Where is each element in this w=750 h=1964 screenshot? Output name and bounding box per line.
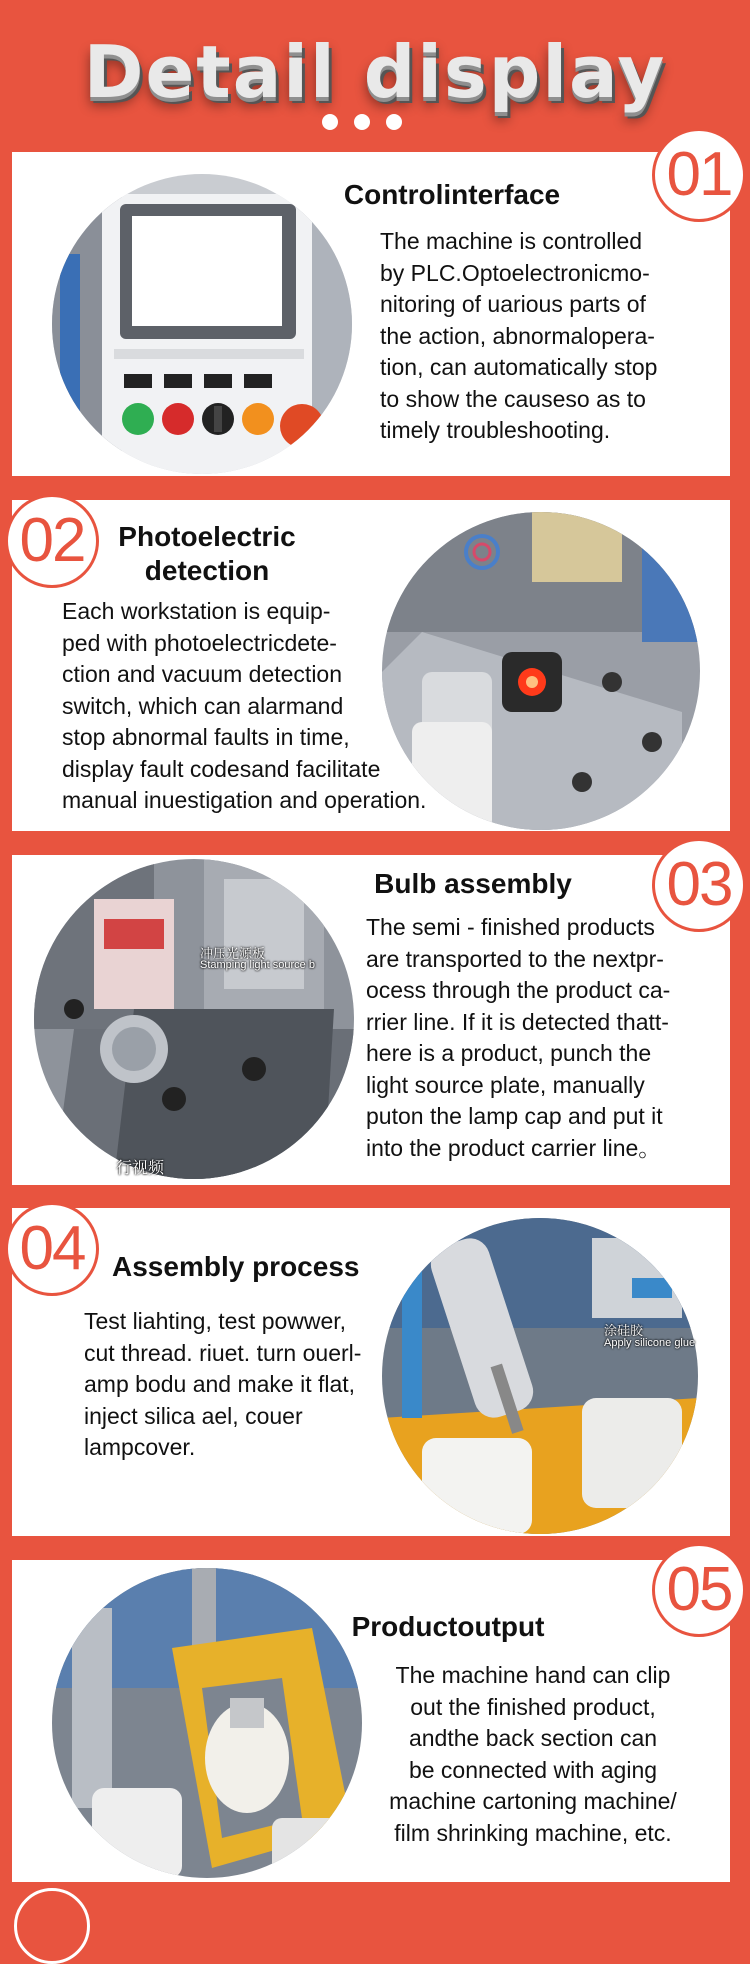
section-title: Assembly process	[112, 1251, 360, 1282]
stamping-station-photo	[34, 859, 354, 1179]
dot-3	[386, 114, 402, 130]
section-title-line-2: detection	[144, 555, 270, 586]
section-card-product-output	[12, 1560, 730, 1882]
control-panel-icon	[52, 174, 352, 474]
description-line: amp bodu and make it flat,	[84, 1371, 356, 1397]
description-line: be connected with aging	[408, 1756, 658, 1783]
video-overlay-caption-en: Stamping light source b	[200, 959, 315, 971]
section-title: Bulb assembly	[374, 868, 572, 899]
section-number-badge: 05	[652, 1543, 746, 1637]
video-overlay-caption-en: Apply silicone glue	[604, 1337, 696, 1349]
description-line: lampcover.	[84, 1434, 196, 1460]
description-line: inject silica ael, couer	[84, 1402, 303, 1429]
section-title-line-1: Photoelectric	[118, 521, 296, 552]
section-description: The machine is controlled by PLC.Optoelectronicmo- nitoring of uarious parts of the action, abnormalopera- tion, can automatically stop to show the causeso as to timely troubleshooting.	[380, 228, 658, 443]
section-description: The semi - finished products are transported to the nextpr- ocess through the product ca- rrier line. If it is detected thatt- here is a product, punch the light source plate, manually puton the lamp cap and put it into the product carrier line。	[366, 914, 671, 1161]
video-overlay-caption-cn: 涂硅胶	[604, 1323, 644, 1338]
section-title: Controlinterface	[343, 179, 561, 210]
glue-dispenser-photo	[382, 1218, 698, 1534]
description-line: machine cartoning machine/	[389, 1788, 677, 1814]
section-description	[84, 1306, 414, 1464]
section-description: Each workstation is equip- ped with photoelectricdete- ction and vacuum detection switch, which can alarmand stop abnormal faults in time, display fault codesand facilitate manual inuestigation and operation.	[62, 598, 427, 813]
section-number-badge: 04	[5, 1202, 99, 1296]
dot-2	[354, 114, 370, 130]
description-line: The machine hand can clip	[395, 1662, 671, 1688]
page-header	[0, 0, 750, 150]
section-title	[102, 520, 312, 588]
section-card-photoelectric-detection	[12, 500, 730, 831]
section-card-bulb-assembly	[12, 855, 730, 1185]
robot-gripper-icon	[52, 1568, 362, 1878]
video-overlay-bottom-caption: 行视频	[116, 1160, 165, 1177]
title-dots-decoration	[322, 114, 432, 132]
description-line: film shrinking machine, etc.	[394, 1819, 672, 1846]
video-overlay-caption-cn: 冲压光源板	[200, 946, 266, 961]
section-title: Productoutput	[351, 1611, 545, 1642]
dot-1	[322, 114, 338, 130]
page-title: Detail display	[83, 30, 667, 114]
stamping-station-icon	[34, 859, 354, 1179]
description-line: Test liahting, test powwer,	[84, 1308, 347, 1334]
description-line: cut thread. riuet. turn ouerl-	[84, 1339, 362, 1366]
section-card-assembly-process	[12, 1208, 730, 1536]
next-section-badge-peek	[14, 1888, 90, 1964]
description-line: andthe back section can	[408, 1725, 658, 1751]
control-panel-photo	[52, 174, 352, 474]
robot-gripper-photo	[52, 1568, 362, 1878]
glue-dispenser-icon	[382, 1218, 698, 1534]
section-number-badge: 02	[5, 494, 99, 588]
description-line: out the finished product,	[410, 1693, 656, 1720]
section-number-badge: 03	[652, 838, 746, 932]
section-number-badge: 01	[652, 128, 746, 222]
section-description	[368, 1660, 698, 1849]
section-card-control-interface	[12, 152, 730, 476]
